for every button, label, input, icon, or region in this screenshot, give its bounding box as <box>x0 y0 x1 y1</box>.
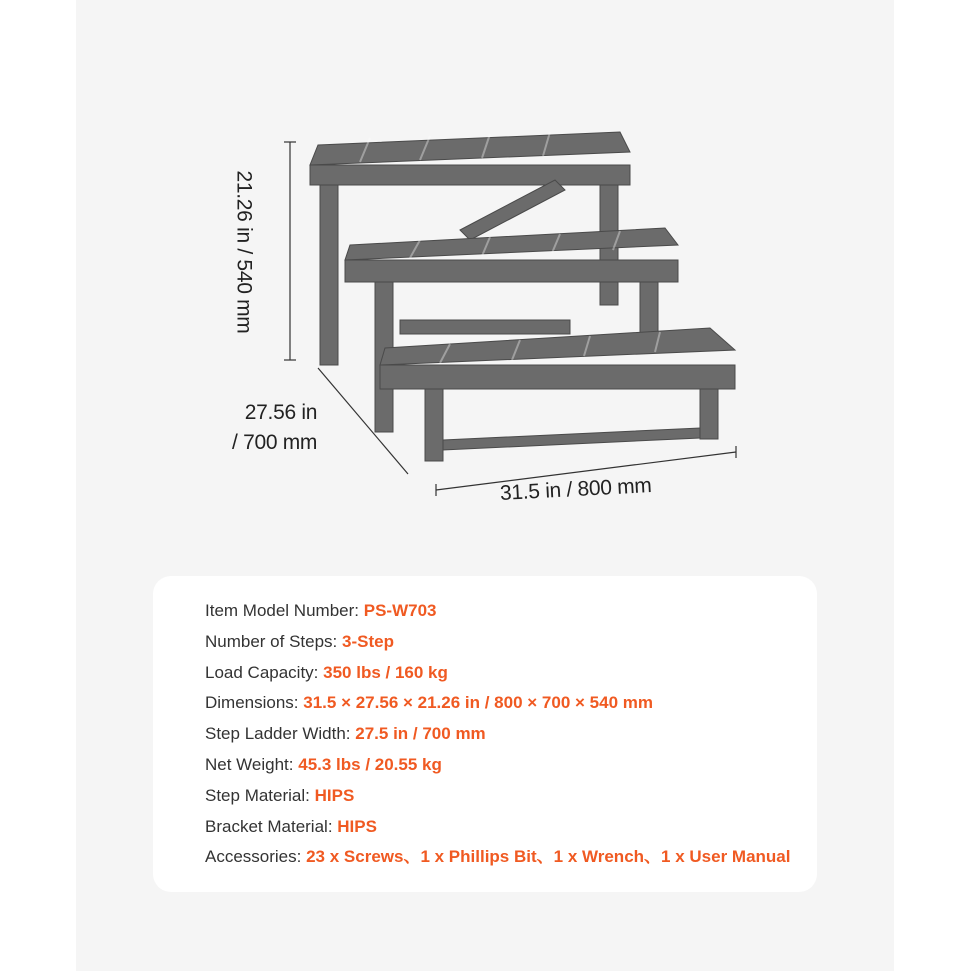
spec-load-capacity: Load Capacity: 350 lbs / 160 kg <box>205 662 448 682</box>
width-dimension-label: 31.5 in / 800 mm <box>499 474 653 505</box>
spa-steps-image <box>200 110 760 530</box>
depth-value-in: 27.56 in <box>244 401 318 424</box>
spec-accessories: Accessories: 23 x Screws、1 x Phillips Bit、1 x Wrench、1 x User Manual <box>205 847 791 867</box>
spec-step-material: Step Material: HIPS <box>205 785 355 805</box>
spec-step-ladder-width: Step Ladder Width: 27.5 in / 700 mm <box>205 724 486 744</box>
spec-number-of-steps: Number of Steps: 3-Step <box>205 631 394 651</box>
specifications-list <box>205 596 790 873</box>
spec-bracket-material: Bracket Material: HIPS <box>205 816 377 836</box>
specifications-card <box>153 576 817 892</box>
spec-model-number: Item Model Number: PS-W703 <box>205 601 437 620</box>
spec-net-weight: Net Weight: 45.3 lbs / 20.55 kg <box>205 754 442 774</box>
depth-dimension-label <box>232 398 317 458</box>
spec-dimensions: Dimensions: 31.5 × 27.56 × 21.26 in / 800 × 700 × 540 mm <box>205 693 653 713</box>
depth-value-mm: / 700 mm <box>232 431 318 454</box>
height-dimension-label: 21.26 in / 540 mm <box>232 170 256 334</box>
